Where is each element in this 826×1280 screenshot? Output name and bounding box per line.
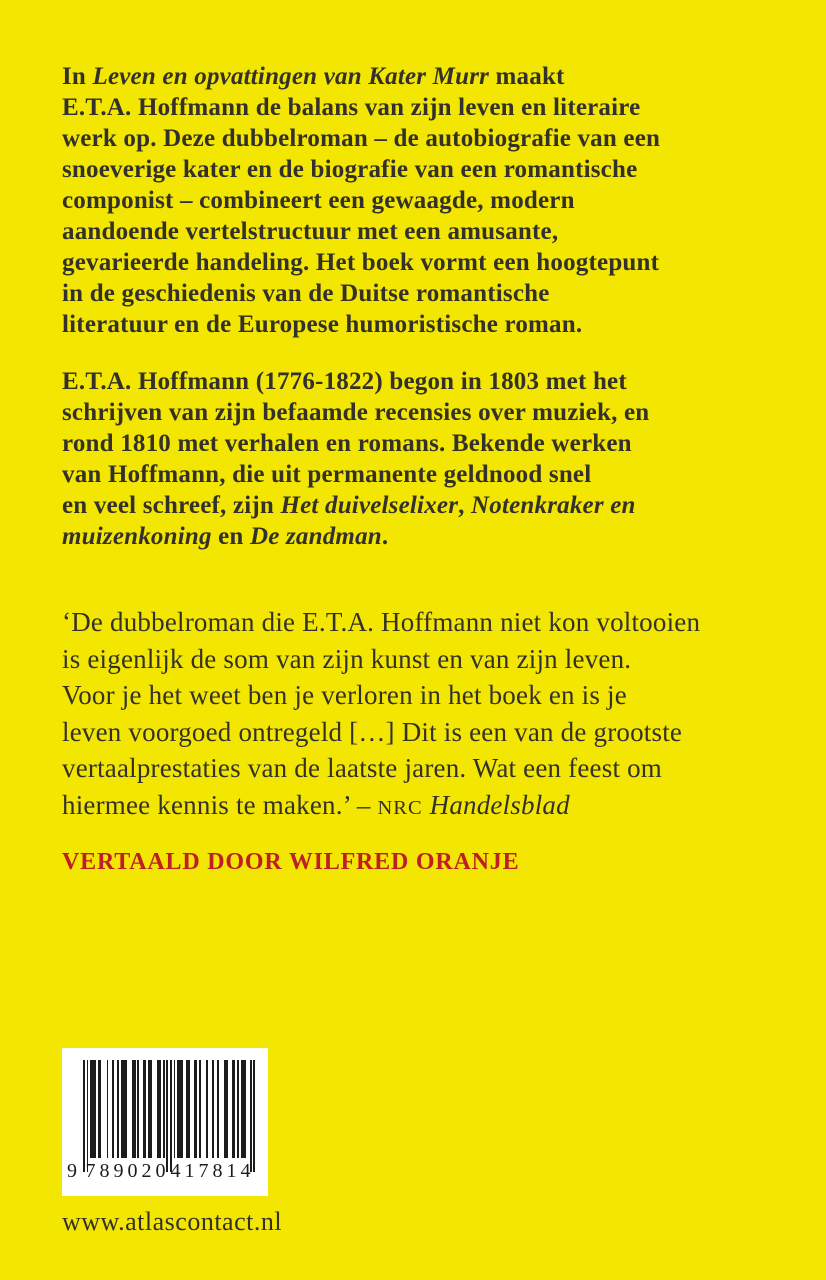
barcode bbox=[62, 1048, 268, 1196]
barcode-digit-group-1: 789020 bbox=[85, 1160, 170, 1182]
translator-credit: VERTAALD DOOR WILFRED ORANJE bbox=[62, 849, 520, 875]
barcode-digit-group-2: 417814 bbox=[170, 1160, 255, 1182]
barcode-digit-lead: 9 bbox=[67, 1160, 77, 1182]
review-quote: ‘De dubbelroman die E.T.A. Hoffmann niet kon voltooien is eigenlijk de som van zijn kunst en van zijn leven. Voor je het weet ben je verloren in het boek en is je leven voorgoed ontregeld […] Dit is een van de grootste vertaalprestaties van de laatste jaren. Wat een feest om hiermee kennis te maken.’ – NRC Handelsblad bbox=[62, 607, 701, 820]
author-bio-paragraph: E.T.A. Hoffmann (1776-1822) begon in 1803 met het schrijven van zijn befaamde recensies over muziek, en rond 1810 met verhalen en romans. Bekende werken van Hoffmann, die uit permanente geldnood snel en veel schreef, zijn Het duivelselixer, Notenkraker en muizenkoning en De zandman. bbox=[62, 368, 650, 550]
barcode-bars-icon bbox=[83, 1060, 255, 1172]
publisher-website: www.atlascontact.nl bbox=[62, 1207, 283, 1236]
barcode-digits bbox=[67, 1160, 255, 1183]
synopsis-paragraph: In Leven en opvattingen van Kater Murr maakt E.T.A. Hoffmann de balans van zijn leven en literaire werk op. Deze dubbelroman – de autobiografie van een snoeverige kater en de biografie van een romantische componist – combineert een gewaagde, modern aandoende vertelstructuur met een amusante, gevarieerde handeling. Het boek vormt een hoogtepunt in de geschiedenis van de Duitse romantische literatuur en de Europese humoristische roman. bbox=[62, 63, 661, 338]
